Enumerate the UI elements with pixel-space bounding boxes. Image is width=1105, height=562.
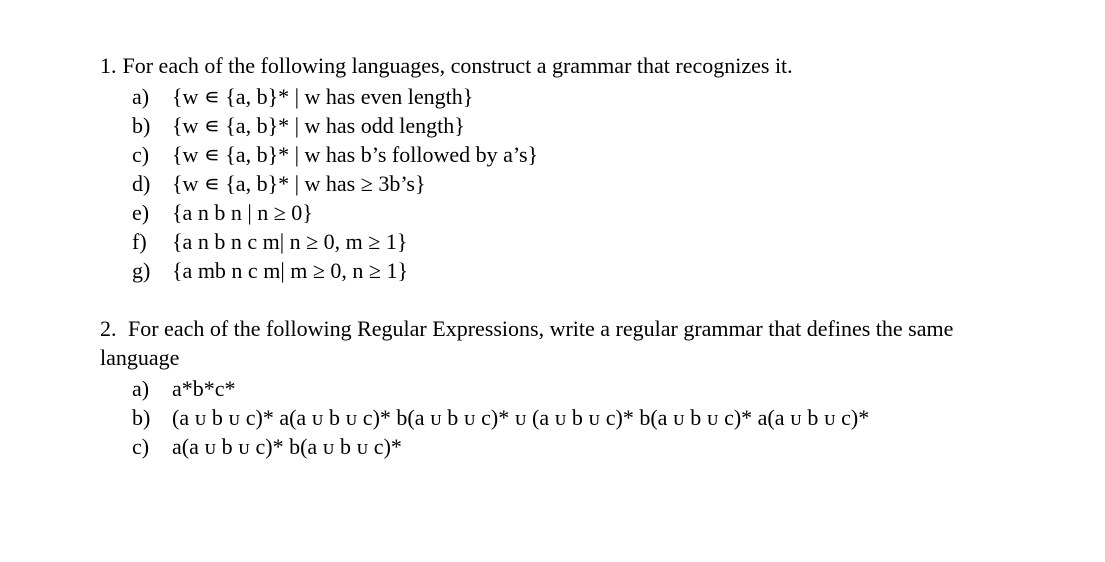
item-marker: g) xyxy=(132,258,151,283)
list-item xyxy=(132,227,1060,256)
item-text: a(a ᴜ b ᴜ c)* b(a ᴜ b ᴜ c)* xyxy=(172,434,402,459)
item-text: {w ∊ {a, b}* | w has odd length} xyxy=(172,113,465,138)
question-2-items xyxy=(100,374,1060,461)
question-1 xyxy=(100,52,1060,285)
document-page xyxy=(100,52,1060,461)
list-item xyxy=(132,256,1060,285)
item-marker: b) xyxy=(132,113,151,138)
item-marker: d) xyxy=(132,171,151,196)
item-text: {a mb n c m| m ≥ 0, n ≥ 1} xyxy=(172,258,409,283)
question-prompt: For each of the following Regular Expressions, write a regular grammar that defines the same language xyxy=(100,316,954,370)
list-item xyxy=(132,403,1060,432)
question-prompt: For each of the following languages, construct a grammar that recognizes it. xyxy=(122,53,793,78)
question-2 xyxy=(100,314,1060,461)
item-marker: e) xyxy=(132,200,150,225)
question-1-items xyxy=(100,82,1060,285)
item-text: {w ∊ {a, b}* | w has ≥ 3b’s} xyxy=(172,171,426,196)
item-text: {a n b n | n ≥ 0} xyxy=(172,200,313,225)
item-marker: a) xyxy=(132,376,150,401)
item-marker: c) xyxy=(132,142,150,167)
list-item xyxy=(132,169,1060,198)
list-item xyxy=(132,140,1060,169)
question-number: 1. xyxy=(100,53,117,78)
item-text: {w ∊ {a, b}* | w has even length} xyxy=(172,84,474,109)
question-number: 2. xyxy=(100,316,117,341)
item-text: {a n b n c m| n ≥ 0, m ≥ 1} xyxy=(172,229,408,254)
item-marker: c) xyxy=(132,434,150,459)
item-marker: b) xyxy=(132,405,151,430)
list-item xyxy=(132,374,1060,403)
item-marker: f) xyxy=(132,229,147,254)
question-heading xyxy=(100,314,1030,372)
list-item xyxy=(132,198,1060,227)
item-text: {w ∊ {a, b}* | w has b’s followed by a’s} xyxy=(172,142,539,167)
list-item xyxy=(132,111,1060,140)
item-text: (a ᴜ b ᴜ c)* a(a ᴜ b ᴜ c)* b(a ᴜ b ᴜ c)* ᴜ (a ᴜ b ᴜ c)* b(a ᴜ b ᴜ c)* a(a ᴜ b ᴜ c)* xyxy=(172,405,870,430)
list-item xyxy=(132,82,1060,111)
question-heading xyxy=(100,52,1060,80)
item-text: a*b*c* xyxy=(172,376,236,401)
list-item xyxy=(132,432,1060,461)
item-marker: a) xyxy=(132,84,150,109)
